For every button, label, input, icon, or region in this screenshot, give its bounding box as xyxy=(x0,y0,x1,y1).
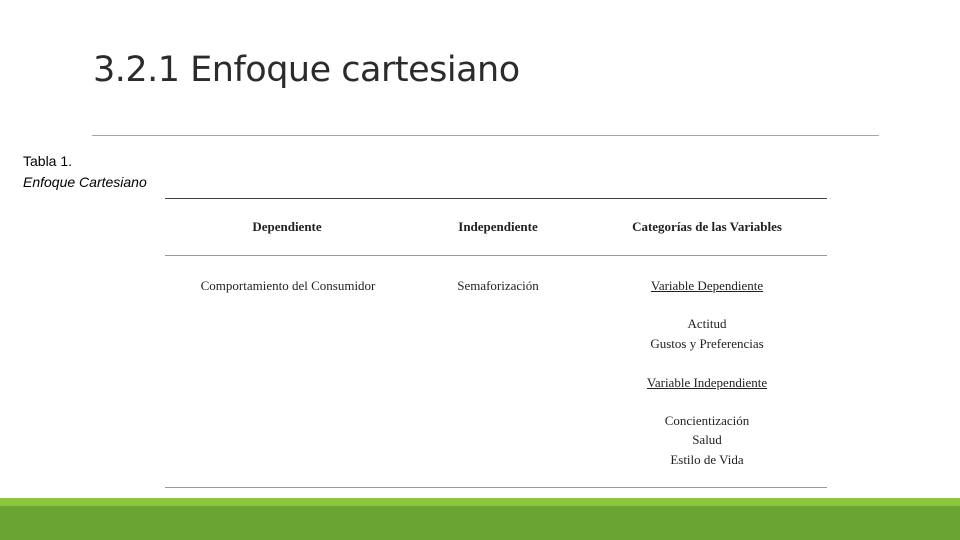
slide-title: 3.2.1 Enfoque cartesiano xyxy=(93,50,520,90)
category-item: Salud xyxy=(692,432,722,447)
title-divider xyxy=(92,135,879,136)
cell-independiente: Semaforización xyxy=(457,278,539,293)
header-dependiente: Dependiente xyxy=(252,219,322,234)
table-caption-title: Enfoque Cartesiano xyxy=(23,174,147,190)
footer-bar xyxy=(0,506,960,540)
category-item: Actitud xyxy=(687,316,727,331)
category-heading-dependiente: Variable Dependiente xyxy=(650,278,764,293)
category-heading-independiente: Variable Independiente xyxy=(646,375,768,390)
footer-accent-stripe xyxy=(0,498,960,506)
cell-dependiente: Comportamiento del Consumidor xyxy=(200,278,376,293)
category-item: Estilo de Vida xyxy=(670,452,744,467)
header-categorias: Categorías de las Variables xyxy=(632,219,782,234)
table-bottom-rule xyxy=(165,487,827,488)
category-item: Gustos y Preferencias xyxy=(650,336,764,351)
category-item: Concientización xyxy=(664,413,750,428)
table-top-rule xyxy=(165,198,827,199)
table-header-rule xyxy=(165,255,827,256)
header-independiente: Independiente xyxy=(458,219,538,234)
table-caption-label: Tabla 1. xyxy=(23,153,73,169)
